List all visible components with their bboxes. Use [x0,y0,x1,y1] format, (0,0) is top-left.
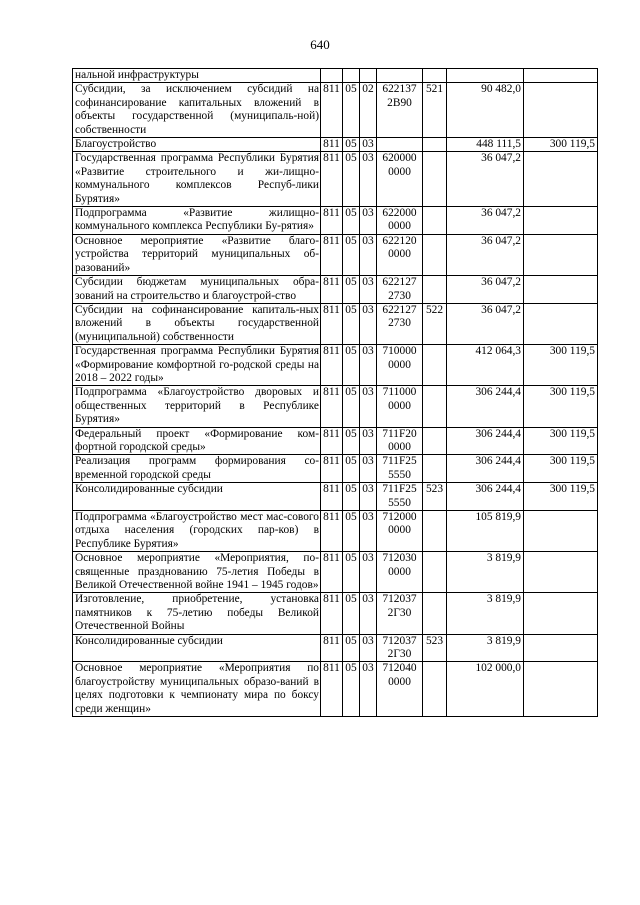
target-article-cell: 711F20 0000 [377,427,423,455]
row-name-cell: Государственная программа Республики Бурятия «Развитие строительного и жи-лищно-коммунального комплексов Респуб-лики Бурятия» [73,152,321,207]
target-article-cell: 622127 2730 [377,303,423,344]
section-cell: 05 [343,455,360,483]
table-row [73,593,598,634]
amount-cell: 36 047,2 [447,207,524,235]
amount-cell: 105 819,9 [447,511,524,552]
expense-type-cell [423,234,447,275]
amount-cell: 3 819,9 [447,593,524,634]
amount-cell: 306 244,4 [447,483,524,511]
federal-amount-cell: 300 119,5 [524,483,598,511]
expense-type-cell [423,662,447,717]
grbs-cell: 811 [321,207,343,235]
table-row [73,634,598,662]
amount-cell: 102 000,0 [447,662,524,717]
amount-cell: 3 819,9 [447,552,524,593]
section-cell: 05 [343,276,360,304]
table-row [73,276,598,304]
federal-amount-cell: 300 119,5 [524,345,598,386]
federal-amount-cell [524,511,598,552]
section-cell: 05 [343,83,360,138]
section-cell: 05 [343,138,360,152]
federal-amount-cell [524,634,598,662]
grbs-cell: 811 [321,662,343,717]
expense-type-cell: 523 [423,634,447,662]
grbs-cell: 811 [321,83,343,138]
federal-amount-cell: 300 119,5 [524,386,598,427]
grbs-cell: 811 [321,593,343,634]
budget-table [72,68,598,717]
federal-amount-cell [524,662,598,717]
expense-type-cell [423,69,447,83]
section-cell: 05 [343,552,360,593]
subsection-cell: 02 [360,83,377,138]
subsection-cell: 03 [360,207,377,235]
target-article-cell: 712030 0000 [377,552,423,593]
section-cell: 05 [343,207,360,235]
subsection-cell: 03 [360,552,377,593]
target-article-cell: 622137 2В90 [377,83,423,138]
row-name-cell: Основное мероприятие «Мероприятия по благоустройству муниципальных образо-ваний в целях подготовки к чемпионату мира по боксу среди женщин» [73,662,321,717]
expense-type-cell [423,552,447,593]
subsection-cell: 03 [360,276,377,304]
grbs-cell: 811 [321,483,343,511]
row-name-cell: Федеральный проект «Формирование ком-фортной городской среды» [73,427,321,455]
subsection-cell: 03 [360,345,377,386]
federal-amount-cell: 300 119,5 [524,138,598,152]
federal-amount-cell [524,69,598,83]
row-name-cell: Благоустройство [73,138,321,152]
federal-amount-cell: 300 119,5 [524,427,598,455]
expense-type-cell [423,386,447,427]
table-row [73,69,598,83]
target-article-cell: 712037 2Г30 [377,593,423,634]
federal-amount-cell [524,552,598,593]
subsection-cell [360,69,377,83]
amount-cell: 36 047,2 [447,276,524,304]
subsection-cell: 03 [360,662,377,717]
amount-cell: 306 244,4 [447,455,524,483]
target-article-cell: 712040 0000 [377,662,423,717]
expense-type-cell [423,345,447,386]
table-row [73,511,598,552]
table-row [73,455,598,483]
section-cell: 05 [343,483,360,511]
target-article-cell: 711000 0000 [377,386,423,427]
section-cell: 05 [343,234,360,275]
table-row [73,138,598,152]
federal-amount-cell [524,83,598,138]
table-row [73,662,598,717]
table-row [73,345,598,386]
federal-amount-cell [524,593,598,634]
row-name-cell: Консолидированные субсидии [73,483,321,511]
row-name-cell: Реализация программ формирования со-временной городской среды [73,455,321,483]
subsection-cell: 03 [360,138,377,152]
table-row [73,152,598,207]
federal-amount-cell: 300 119,5 [524,455,598,483]
table-row [73,83,598,138]
expense-type-cell [423,138,447,152]
row-name-cell: Подпрограмма «Развитие жилищно-коммунального комплекса Республики Бу-рятия» [73,207,321,235]
amount-cell: 90 482,0 [447,83,524,138]
section-cell: 05 [343,662,360,717]
federal-amount-cell [524,152,598,207]
expense-type-cell [423,593,447,634]
section-cell [343,69,360,83]
target-article-cell: 711F25 5550 [377,455,423,483]
expense-type-cell [423,511,447,552]
expense-type-cell [423,276,447,304]
amount-cell: 36 047,2 [447,152,524,207]
target-article-cell [377,138,423,152]
section-cell: 05 [343,345,360,386]
target-article-cell: 622000 0000 [377,207,423,235]
subsection-cell: 03 [360,427,377,455]
amount-cell: 306 244,4 [447,386,524,427]
subsection-cell: 03 [360,593,377,634]
subsection-cell: 03 [360,483,377,511]
amount-cell: 412 064,3 [447,345,524,386]
table-row [73,234,598,275]
expense-type-cell: 522 [423,303,447,344]
grbs-cell: 811 [321,511,343,552]
section-cell: 05 [343,152,360,207]
target-article-cell: 711F25 5550 [377,483,423,511]
table-row [73,303,598,344]
section-cell: 05 [343,427,360,455]
amount-cell: 36 047,2 [447,234,524,275]
grbs-cell: 811 [321,386,343,427]
target-article-cell [377,69,423,83]
grbs-cell: 811 [321,427,343,455]
row-name-cell: Основное мероприятие «Мероприятия, по-священные празднованию 75-летия Победы в Великой Отечественной войне 1941 – 1945 годов» [73,552,321,593]
federal-amount-cell [524,276,598,304]
page-number: 640 [310,37,330,52]
row-name-cell: Субсидии бюджетам муниципальных обра-зований на строительство и благоустрой-ство [73,276,321,304]
section-cell: 05 [343,303,360,344]
expense-type-cell [423,427,447,455]
expense-type-cell [423,455,447,483]
subsection-cell: 03 [360,386,377,427]
expense-type-cell [423,207,447,235]
grbs-cell: 811 [321,303,343,344]
subsection-cell: 03 [360,455,377,483]
amount-cell: 36 047,2 [447,303,524,344]
target-article-cell: 620000 0000 [377,152,423,207]
row-name-cell: Основное мероприятие «Развитие благо-устройства территорий муниципальных об-разований» [73,234,321,275]
table-row [73,386,598,427]
grbs-cell: 811 [321,138,343,152]
table-row [73,552,598,593]
subsection-cell: 03 [360,234,377,275]
table-row [73,483,598,511]
table-body [73,69,598,717]
subsection-cell: 03 [360,303,377,344]
target-article-cell: 622127 2730 [377,276,423,304]
expense-type-cell: 523 [423,483,447,511]
table-row [73,427,598,455]
grbs-cell: 811 [321,552,343,593]
expense-type-cell [423,152,447,207]
grbs-cell: 811 [321,234,343,275]
amount-cell: 448 111,5 [447,138,524,152]
subsection-cell: 03 [360,634,377,662]
grbs-cell: 811 [321,634,343,662]
federal-amount-cell [524,207,598,235]
section-cell: 05 [343,511,360,552]
subsection-cell: 03 [360,511,377,552]
target-article-cell: 712037 2Г30 [377,634,423,662]
federal-amount-cell [524,303,598,344]
amount-cell [447,69,524,83]
row-name-cell: Субсидии на софинансирование капиталь-ных вложений в объекты государственной (муниципальной) собственности [73,303,321,344]
section-cell: 05 [343,593,360,634]
subsection-cell: 03 [360,152,377,207]
section-cell: 05 [343,386,360,427]
target-article-cell: 622120 0000 [377,234,423,275]
grbs-cell: 811 [321,276,343,304]
row-name-cell: Государственная программа Республики Бурятия «Формирование комфортной го-родской среды на 2018 – 2022 годы» [73,345,321,386]
row-name-cell: Подпрограмма «Благоустройство мест мас-сового отдыха населения (городских пар-ков) в Республике Бурятия» [73,511,321,552]
row-name-cell: нальной инфраструктуры [73,69,321,83]
amount-cell: 3 819,9 [447,634,524,662]
row-name-cell: Субсидии, за исключением субсидий на софинансирование капитальных вложений в объекты государственной (муниципаль-ной) собственности [73,83,321,138]
target-article-cell: 712000 0000 [377,511,423,552]
section-cell: 05 [343,634,360,662]
table-row [73,207,598,235]
grbs-cell: 811 [321,455,343,483]
row-name-cell: Изготовление, приобретение, установка памятников к 75-летию победы Великой Отечественной Войны [73,593,321,634]
row-name-cell: Подпрограмма «Благоустройство дворовых и общественных территорий в Республике Бурятия» [73,386,321,427]
target-article-cell: 710000 0000 [377,345,423,386]
row-name-cell: Консолидированные субсидии [73,634,321,662]
grbs-cell [321,69,343,83]
amount-cell: 306 244,4 [447,427,524,455]
expense-type-cell: 521 [423,83,447,138]
federal-amount-cell [524,234,598,275]
grbs-cell: 811 [321,345,343,386]
grbs-cell: 811 [321,152,343,207]
